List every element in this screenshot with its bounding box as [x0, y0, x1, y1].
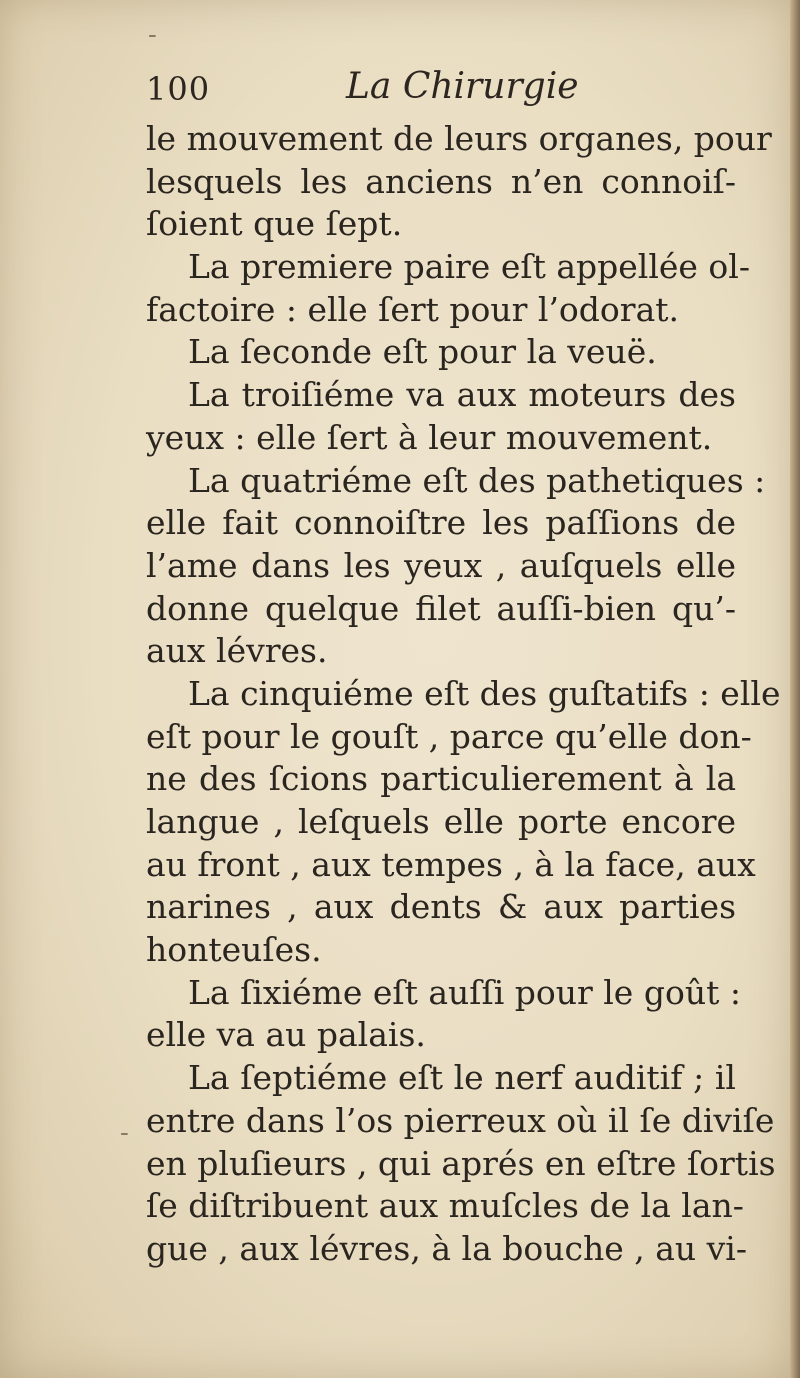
text-line: entre dans l’os pierreux où il ſe diviſe: [146, 1100, 775, 1140]
text-line: La quatriéme eſt des pathetiques :: [188, 460, 766, 500]
text-line: au front , aux tempes , à la face, aux: [146, 844, 756, 884]
text-line: elle fait connoiſtre les paſſions de: [146, 503, 736, 543]
text-line: ſoient que ſept.: [146, 204, 403, 244]
page-header: [146, 66, 736, 122]
text-line: aux lévres.: [146, 631, 328, 671]
text-line: La ſixiéme eſt auſſi pour le goût :: [188, 972, 741, 1012]
text-line: gue , aux lévres, à la bouche , au vi-: [146, 1228, 747, 1268]
text-line: en pluſieurs , qui aprés en eſtre ſortis: [146, 1143, 776, 1183]
text-line: La cinquiéme eſt des guſtatifs : elle: [188, 673, 781, 713]
text-line: eſt pour le gouſt , parce qu’elle don-: [146, 716, 752, 756]
text-line: le mouvement de leurs organes, pour: [146, 119, 772, 158]
text-line: l’ame dans les yeux , auſquels elle: [146, 545, 736, 585]
text-line: La troiſiéme va aux moteurs des: [188, 375, 736, 415]
page-number: 100: [146, 70, 211, 108]
ink-speck: -: [120, 1118, 129, 1148]
text-line: ne des ſcions particulierement à la: [146, 759, 736, 799]
running-title: La Chirurgie: [346, 66, 579, 107]
ink-speck: -: [148, 20, 157, 50]
text-line: yeux : elle ſert à leur mouvement.: [146, 417, 713, 457]
text-line: La ſeconde eſt pour la veuë.: [188, 332, 657, 372]
text-line: narines , aux dents & aux parties: [146, 887, 736, 927]
text-line: langue , leſquels elle porte encore: [146, 802, 736, 841]
text-line: lesquels les anciens n’en connoiſ-: [146, 161, 736, 201]
page-edge: [790, 0, 800, 1378]
text-line: ſe diſtribuent aux muſcles de la lan-: [146, 1186, 744, 1226]
text-line: honteuſes.: [146, 930, 322, 970]
text-line: La ſeptiéme eſt le nerf auditif ; il: [188, 1058, 736, 1098]
text-line: factoire : elle ſert pour l’odorat.: [146, 289, 679, 329]
text-line: donne quelque filet auſſi-bien qu’-: [146, 588, 736, 628]
body-text: [146, 118, 781, 1271]
text-line: elle va au palais.: [146, 1015, 426, 1055]
text-line: La premiere paire eſt appellée ol-: [188, 247, 750, 287]
